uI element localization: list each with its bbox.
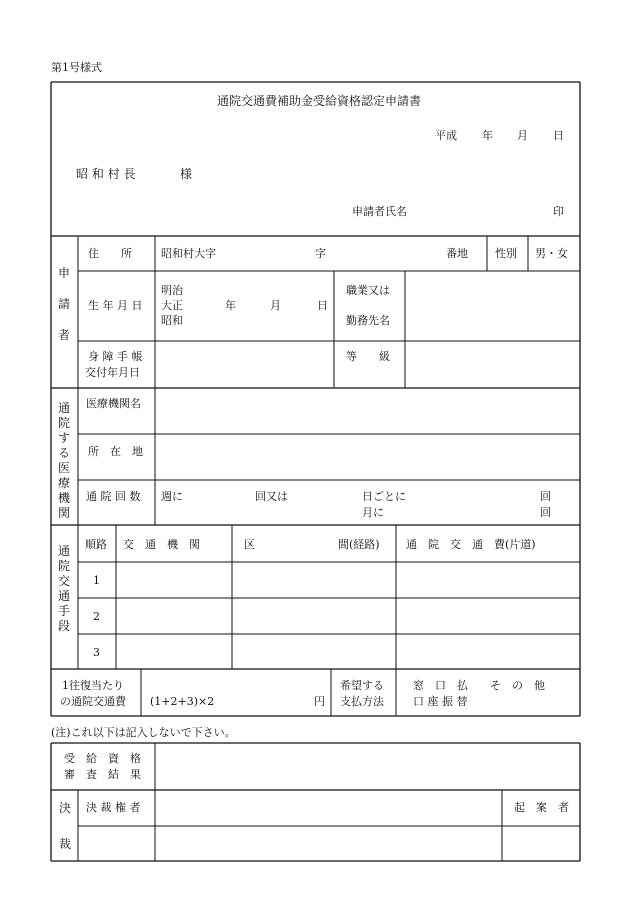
transport-section-label: 通 院 交 通 手 段 (58, 544, 71, 633)
authority-label: 決 裁 権 者 (86, 801, 141, 814)
per-week-label: 週に (161, 490, 183, 503)
round-trip-formula: (1+2+3)×2 (150, 695, 215, 708)
form-number: 第1号様式 (51, 61, 102, 74)
note-text: (注)これ以下は記入しないで下さい。 (51, 726, 236, 739)
date-month: 月 (517, 129, 528, 142)
every-days-label: 日ごとに (362, 490, 406, 503)
applicant-section-label: 申 請 者 (58, 266, 71, 342)
address-prefix: 昭和村大字 (161, 247, 216, 260)
addressee-honorific: 様 (180, 167, 193, 181)
times-unit-2: 回 (540, 506, 551, 519)
dob-label: 生 年 月 日 (88, 299, 143, 312)
per-month-label: 月に (362, 506, 384, 519)
address-aza: 字 (315, 247, 326, 260)
dob-day: 日 (317, 299, 328, 312)
institution-label: 医療機関名 (86, 397, 141, 410)
date-year: 年 (482, 129, 493, 142)
dob-year: 年 (225, 299, 236, 312)
round-trip-label-2: の通院交通費 (60, 695, 126, 708)
payment-option-transfer: 口 座 振 替 (413, 695, 468, 708)
eligibility-label-1: 受 給 資 格 (64, 752, 141, 765)
address-label: 住 所 (88, 247, 132, 260)
decision-label: 決 裁 (59, 801, 72, 851)
form-title: 通院交通費補助金受給資格認定申請書 (217, 94, 422, 108)
header-fare: 通 院 交 通 費(片道) (406, 538, 536, 551)
medical-section-label: 通 院 す る 医 療 機 関 (58, 401, 71, 520)
header-route: 間(経路) (338, 538, 380, 551)
times-unit-1: 回 (540, 490, 551, 503)
handbook-label-1: 身 障 手 帳 (88, 350, 143, 363)
handbook-label-2: 交付年月日 (85, 366, 140, 379)
seal-mark: 印 (553, 205, 564, 218)
era-taisho: 大正 (161, 299, 183, 312)
payment-label-2: 支払方法 (340, 695, 384, 708)
era-showa: 昭和 (161, 314, 183, 327)
date-era: 平成 (435, 129, 457, 142)
era-meiji: 明治 (161, 284, 183, 297)
route-row-2: 2 (93, 610, 100, 623)
address-banchi: 番地 (446, 247, 468, 260)
route-row-1: 1 (93, 574, 100, 587)
applicant-name-label: 申請者氏名 (352, 205, 407, 218)
round-trip-unit: 円 (314, 695, 325, 708)
addressee-name: 昭 和 村 長 (76, 167, 136, 181)
header-section: 区 (244, 538, 255, 551)
grade-label: 等 級 (346, 350, 390, 363)
occupation-label-2: 勤務先名 (346, 314, 390, 327)
header-agency: 交 通 機 関 (123, 538, 200, 551)
sex-options: 男・女 (535, 247, 568, 260)
times-or-label: 回又は (255, 490, 288, 503)
date-day: 日 (553, 129, 564, 142)
payment-option-cash: 窓 口 払 そ の 他 (413, 679, 545, 692)
drafter-label: 起 案 者 (514, 801, 569, 814)
visits-label: 通 院 回 数 (86, 490, 141, 503)
occupation-label-1: 職業又は (346, 284, 390, 297)
payment-label-1: 希望する (340, 679, 384, 692)
eligibility-label-2: 審 査 結 果 (64, 768, 141, 781)
route-row-3: 3 (93, 646, 100, 659)
round-trip-label-1: 1往復当たり (62, 679, 124, 692)
dob-month: 月 (270, 299, 281, 312)
location-label: 所 在 地 (88, 445, 143, 458)
header-order: 順路 (85, 538, 107, 551)
sex-label: 性別 (495, 247, 517, 260)
